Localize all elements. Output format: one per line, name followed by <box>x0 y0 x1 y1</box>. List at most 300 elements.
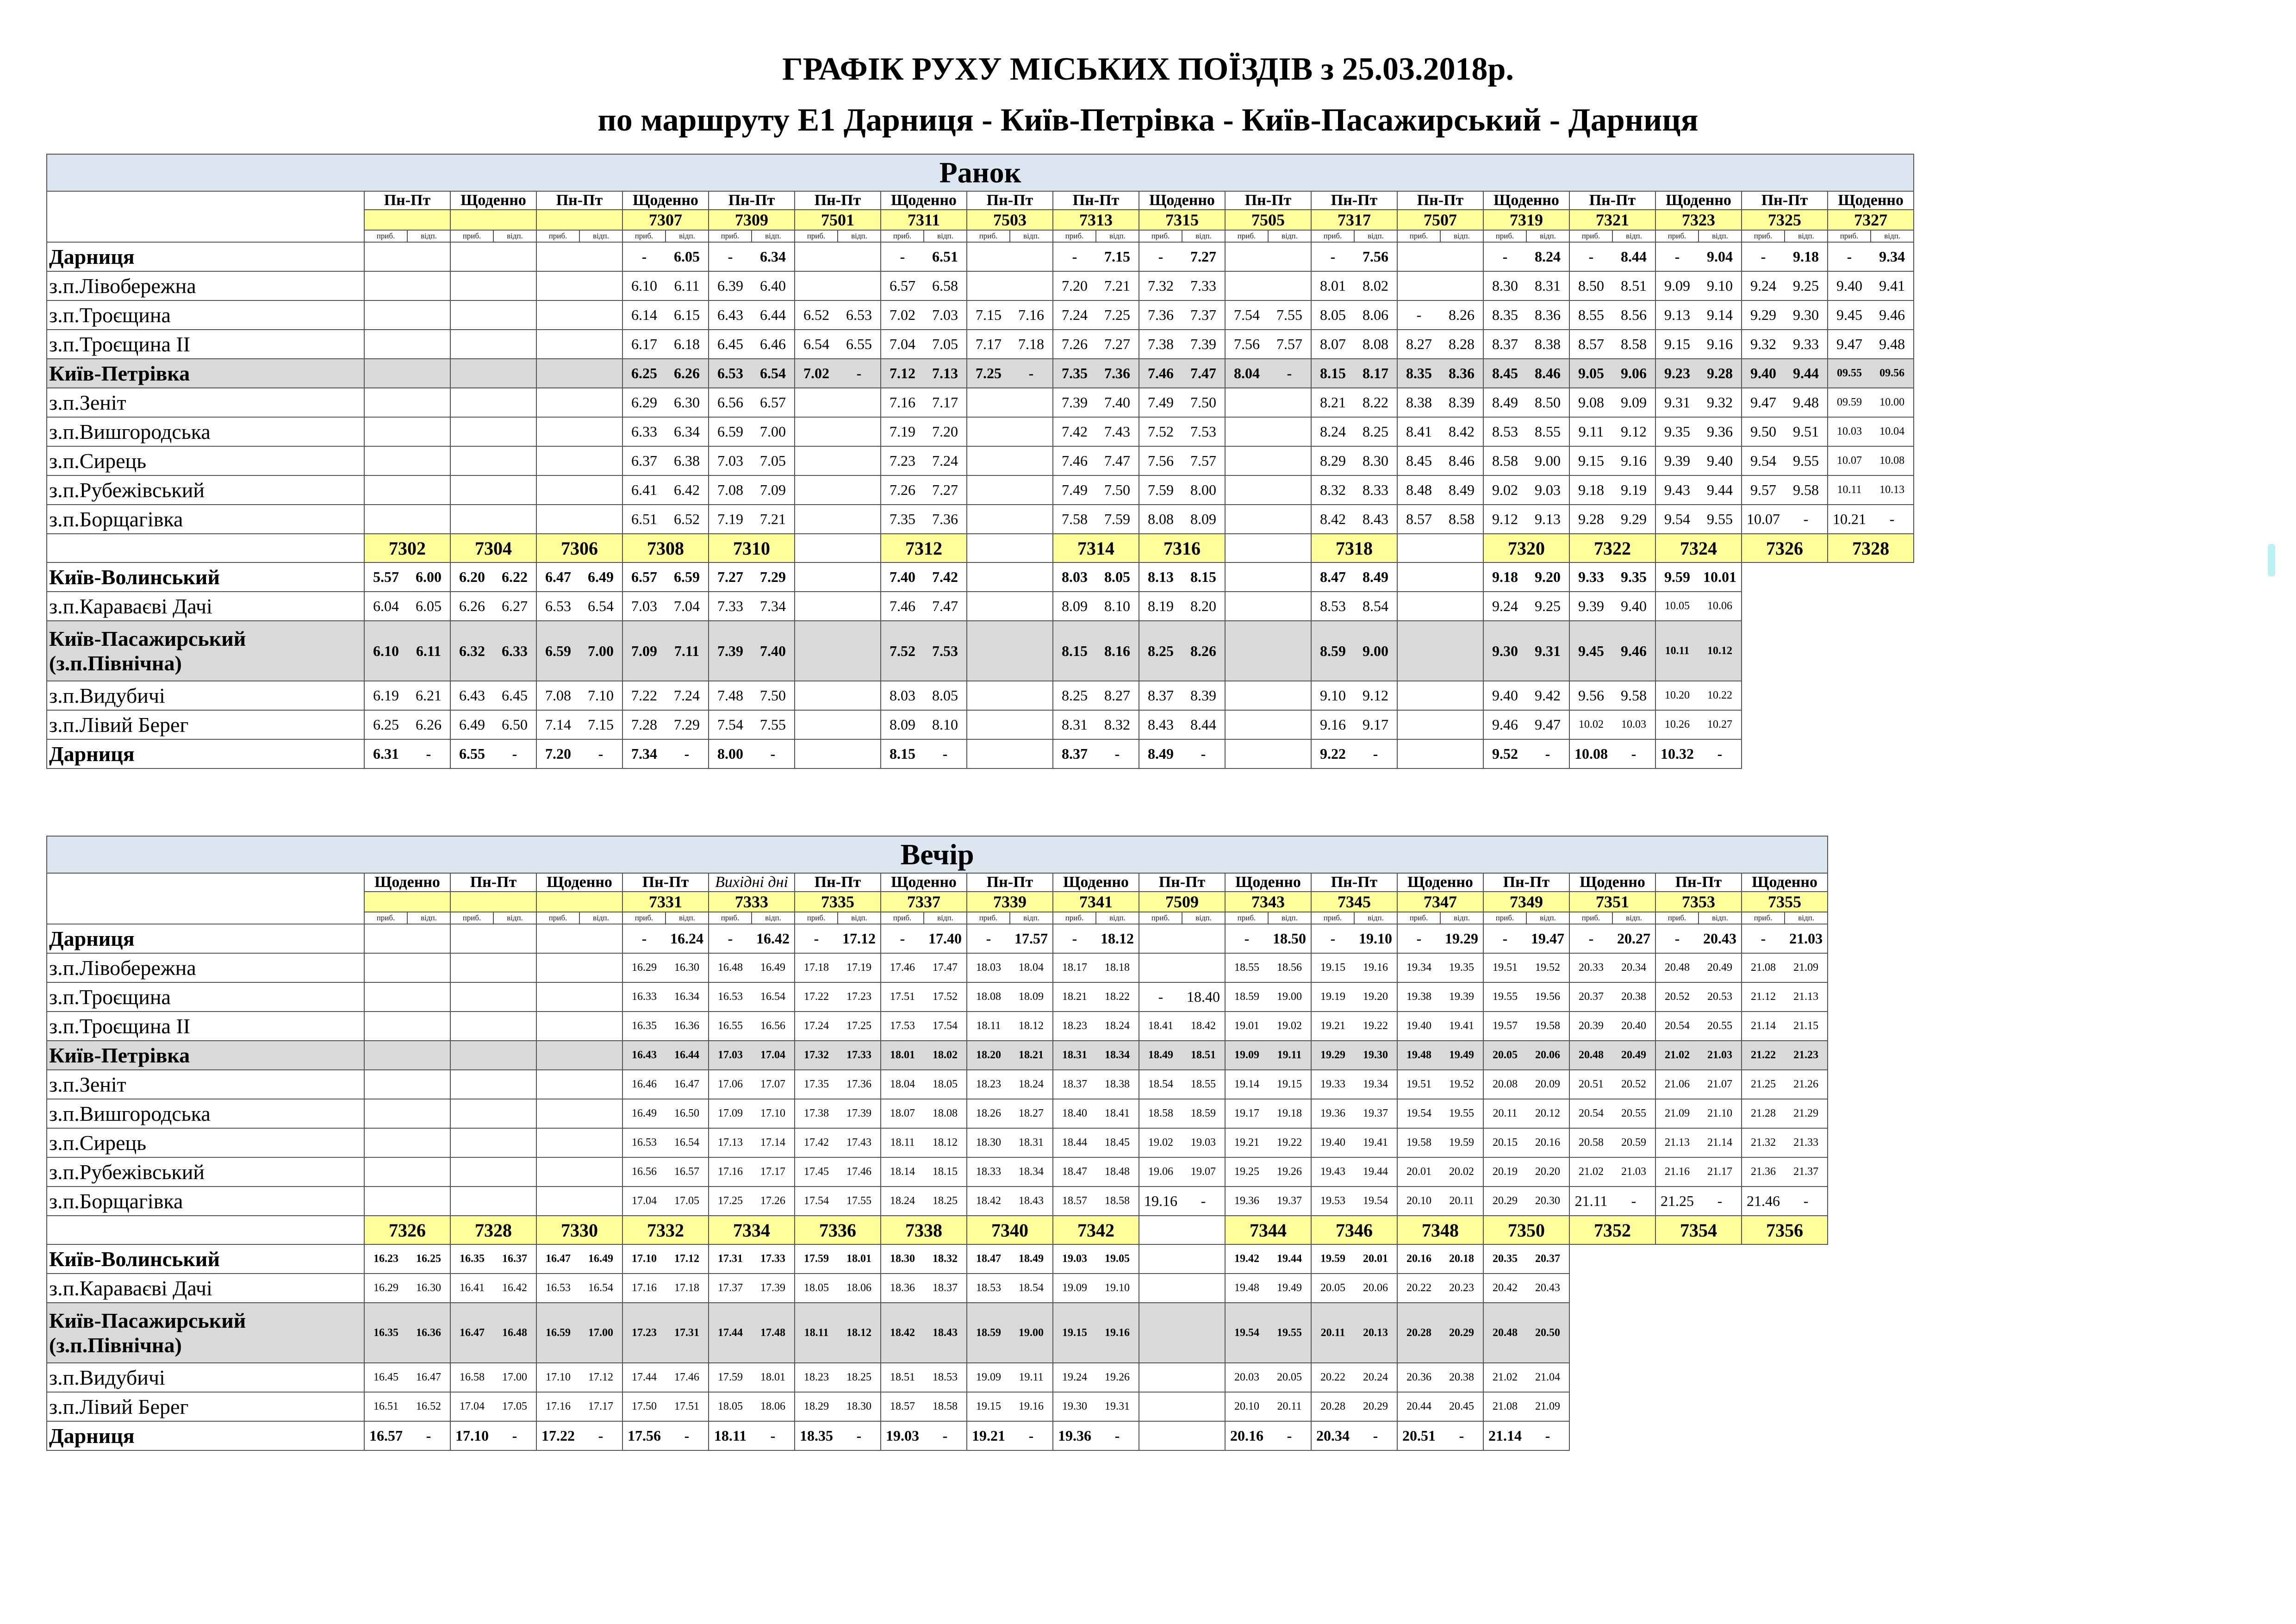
arrival-time <box>536 924 579 953</box>
arrival-time: 18.36 <box>881 1274 924 1303</box>
departure-time: 9.19 <box>1612 475 1655 505</box>
departure-time: 9.20 <box>1526 562 1569 592</box>
departure-time <box>407 1187 450 1216</box>
departure-time <box>493 1128 536 1157</box>
departure-label: відп. <box>1785 912 1828 924</box>
departure-time: 18.21 <box>1010 1041 1053 1070</box>
arrival-time: 9.57 <box>1742 475 1785 505</box>
departure-time: - <box>1785 505 1828 534</box>
departure-time <box>1440 710 1483 739</box>
train-number-cell: 7328 <box>450 1216 536 1244</box>
arrival-time: 10.11 <box>1828 475 1871 505</box>
arrival-time <box>536 1099 579 1128</box>
station-row <box>47 1363 1828 1392</box>
station-row <box>47 621 1914 681</box>
arrival-time: 10.11 <box>1655 621 1699 681</box>
departure-time: 8.05 <box>1096 562 1139 592</box>
departure-time: 19.37 <box>1354 1099 1397 1128</box>
arrival-time: 7.03 <box>622 592 666 621</box>
arrival-time: 8.49 <box>1483 388 1526 417</box>
arrival-time <box>1139 924 1182 953</box>
departure-time: 21.29 <box>1785 1099 1828 1128</box>
departure-time: 19.10 <box>1354 924 1397 953</box>
arrival-time <box>450 1070 493 1099</box>
arrival-label: приб. <box>795 230 838 242</box>
departure-time: 8.28 <box>1440 330 1483 359</box>
arrival-time: 6.47 <box>536 562 579 592</box>
arrival-time <box>1225 592 1268 621</box>
arrival-time: 8.27 <box>1397 330 1440 359</box>
arrival-time: 19.03 <box>1053 1244 1096 1274</box>
train-number-cell <box>450 892 536 912</box>
departure-time: 8.24 <box>1526 242 1569 271</box>
departure-label: відп. <box>1268 912 1311 924</box>
arrival-time: 19.24 <box>1053 1363 1096 1392</box>
departure-time: 9.30 <box>1785 300 1828 330</box>
arrival-time: 7.49 <box>1139 388 1182 417</box>
station-name: з.п.Троєщина <box>47 300 364 330</box>
departure-time: 19.16 <box>1354 953 1397 982</box>
arrival-time <box>1139 1303 1182 1363</box>
departure-time: 8.36 <box>1526 300 1569 330</box>
departure-time: 19.58 <box>1526 1012 1569 1041</box>
departure-time: 20.13 <box>1354 1303 1397 1363</box>
departure-label: відп. <box>1699 912 1742 924</box>
arrival-time <box>1225 417 1268 446</box>
arrival-time: 19.16 <box>1139 1187 1182 1216</box>
departure-time: 21.03 <box>1785 924 1828 953</box>
arrival-time: 20.51 <box>1569 1070 1612 1099</box>
train-number-cell: 7509 <box>1139 892 1225 912</box>
departure-time <box>1440 592 1483 621</box>
arrival-label: приб. <box>881 912 924 924</box>
arrival-time <box>536 1041 579 1070</box>
arrival-time: 16.35 <box>450 1244 493 1274</box>
departure-time: 8.33 <box>1354 475 1397 505</box>
arrival-time: 19.03 <box>881 1421 924 1450</box>
departure-time: 16.42 <box>493 1274 536 1303</box>
departure-time: 20.38 <box>1612 982 1655 1012</box>
departure-label: відп. <box>666 912 709 924</box>
departure-time <box>1268 562 1311 592</box>
arrival-label: приб. <box>1397 230 1440 242</box>
arrival-time: 7.03 <box>709 446 752 475</box>
departure-time <box>1268 242 1311 271</box>
departure-time: 09.56 <box>1871 359 1914 388</box>
departure-time: 18.43 <box>924 1303 967 1363</box>
arrival-time: - <box>967 924 1010 953</box>
arrival-time: 7.56 <box>1225 330 1268 359</box>
arrival-time: 16.49 <box>622 1099 666 1128</box>
arrival-time: 20.39 <box>1569 1012 1612 1041</box>
arrival-time <box>364 1128 407 1157</box>
departure-time: - <box>1182 1187 1225 1216</box>
departure-time: 19.20 <box>1354 982 1397 1012</box>
arrival-time: 17.04 <box>450 1392 493 1421</box>
departure-time: 20.16 <box>1526 1128 1569 1157</box>
train-number-cell: 7350 <box>1483 1216 1569 1244</box>
days-of-week-cell: Пн-Пт <box>1053 191 1139 210</box>
arrival-time: 18.23 <box>967 1070 1010 1099</box>
arrival-time <box>364 982 407 1012</box>
departure-label: відп. <box>1440 230 1483 242</box>
departure-time: 6.30 <box>666 388 709 417</box>
arrival-time: 16.35 <box>622 1012 666 1041</box>
departure-time: 20.43 <box>1526 1274 1569 1303</box>
arrival-time: 18.53 <box>967 1274 1010 1303</box>
arrival-label: приб. <box>622 912 666 924</box>
departure-time: 16.54 <box>666 1128 709 1157</box>
departure-time <box>407 359 450 388</box>
train-number-cell: 7346 <box>1311 1216 1397 1244</box>
train-number-cell: 7324 <box>1655 534 1742 562</box>
departure-time: 10.22 <box>1699 681 1742 710</box>
departure-time: 19.37 <box>1268 1187 1311 1216</box>
departure-time: 6.40 <box>752 271 795 300</box>
station-name: з.п.Лівобережна <box>47 953 364 982</box>
departure-time: 6.18 <box>666 330 709 359</box>
arrival-time: 19.57 <box>1483 1012 1526 1041</box>
departure-time: 7.27 <box>1182 242 1225 271</box>
departure-time <box>407 330 450 359</box>
departure-time <box>407 271 450 300</box>
station-name: з.п.Лівобережна <box>47 271 364 300</box>
station-name: з.п.Сирець <box>47 1128 364 1157</box>
departure-time: 17.47 <box>924 953 967 982</box>
arrival-time: 7.39 <box>709 621 752 681</box>
days-of-week-cell: Пн-Пт <box>1655 873 1742 892</box>
arrival-time <box>1397 710 1440 739</box>
station-name: Київ-Волинський <box>47 562 364 592</box>
arrival-time: 16.48 <box>709 953 752 982</box>
departure-time: 6.33 <box>493 621 536 681</box>
days-of-week-cell: Щоденно <box>881 873 967 892</box>
departure-time <box>1268 681 1311 710</box>
arrival-time: 20.54 <box>1569 1099 1612 1128</box>
train-number-cell: 7311 <box>881 210 967 230</box>
days-of-week-cell: Щоденно <box>1742 873 1828 892</box>
departure-time <box>493 505 536 534</box>
arrival-time: 6.43 <box>450 681 493 710</box>
train-number-cell: 7321 <box>1569 210 1655 230</box>
departure-time: 20.20 <box>1526 1157 1569 1187</box>
station-row <box>47 242 1914 271</box>
arrival-time: 18.23 <box>795 1363 838 1392</box>
train-number-cell: 7335 <box>795 892 881 912</box>
arrival-time <box>364 1187 407 1216</box>
days-of-week-cell: Щоденно <box>1655 191 1742 210</box>
arrival-time: 16.53 <box>622 1128 666 1157</box>
empty-cell <box>1742 562 1828 592</box>
station-name: з.п.Зеніт <box>47 388 364 417</box>
arrival-time: 18.37 <box>1053 1070 1096 1099</box>
arrival-time: 16.46 <box>622 1070 666 1099</box>
arrival-time: 6.37 <box>622 446 666 475</box>
arrival-time: 18.57 <box>1053 1187 1096 1216</box>
arrival-time: 10.32 <box>1655 739 1699 768</box>
departure-time: 6.58 <box>924 271 967 300</box>
arrival-time <box>450 953 493 982</box>
departure-time <box>407 982 450 1012</box>
arrival-time: 18.30 <box>967 1128 1010 1157</box>
station-row <box>47 1392 1828 1421</box>
empty-cell <box>1655 1363 1742 1392</box>
arrival-time: 7.15 <box>967 300 1010 330</box>
departure-time: 16.54 <box>752 982 795 1012</box>
departure-time: 18.42 <box>1182 1012 1225 1041</box>
train-number-cell: 7323 <box>1655 210 1742 230</box>
departure-time: - <box>579 739 622 768</box>
departure-time: 8.17 <box>1354 359 1397 388</box>
departure-time: 9.55 <box>1699 505 1742 534</box>
departure-time: - <box>924 1421 967 1450</box>
departure-time <box>1182 953 1225 982</box>
train-number-cell: 7307 <box>622 210 709 230</box>
arrival-time: 9.32 <box>1742 330 1785 359</box>
arrival-time <box>364 924 407 953</box>
days-of-week-cell: Щоденно <box>450 191 536 210</box>
station-row <box>47 1303 1828 1363</box>
departure-time: 18.43 <box>1010 1187 1053 1216</box>
departure-time: 20.53 <box>1699 982 1742 1012</box>
arrival-time: 7.28 <box>622 710 666 739</box>
arrival-time: 18.40 <box>1053 1099 1096 1128</box>
departure-time: 9.41 <box>1871 271 1914 300</box>
arrival-time: 8.25 <box>1053 681 1096 710</box>
station-row <box>47 1244 1828 1274</box>
departure-time <box>579 1099 622 1128</box>
arrival-time: 19.21 <box>967 1421 1010 1450</box>
arrival-time: 8.37 <box>1053 739 1096 768</box>
arrival-time: 19.17 <box>1225 1099 1268 1128</box>
train-number-cell: 7340 <box>967 1216 1053 1244</box>
departure-time: 9.16 <box>1612 446 1655 475</box>
arrival-time: 21.46 <box>1742 1187 1785 1216</box>
arrival-time: 10.05 <box>1655 592 1699 621</box>
arrival-time: 18.24 <box>881 1187 924 1216</box>
train-number-cell: 7339 <box>967 892 1053 912</box>
departure-time: 20.59 <box>1612 1128 1655 1157</box>
departure-time: 19.22 <box>1354 1012 1397 1041</box>
departure-time <box>493 242 536 271</box>
arrival-time: 20.54 <box>1655 1012 1699 1041</box>
departure-time: 18.01 <box>752 1363 795 1392</box>
departure-time: 8.25 <box>1354 417 1397 446</box>
scroll-indicator[interactable] <box>2268 544 2275 576</box>
station-row <box>47 300 1914 330</box>
train-number-cell <box>967 534 1053 562</box>
departure-time: - <box>1010 1421 1053 1450</box>
arrival-time: 20.15 <box>1483 1128 1526 1157</box>
departure-time: - <box>407 1421 450 1450</box>
arrival-time <box>967 739 1010 768</box>
departure-time: 6.53 <box>838 300 881 330</box>
departure-time: 6.55 <box>838 330 881 359</box>
departure-time: 9.28 <box>1699 359 1742 388</box>
departure-time <box>493 1012 536 1041</box>
train-number-cell: 7347 <box>1397 892 1483 912</box>
arrival-time: 8.53 <box>1311 592 1354 621</box>
departure-time: - <box>666 739 709 768</box>
arrival-time: 20.05 <box>1483 1041 1526 1070</box>
station-row <box>47 388 1914 417</box>
departure-time: 19.44 <box>1354 1157 1397 1187</box>
departure-time: 9.16 <box>1699 330 1742 359</box>
departure-time: 8.22 <box>1354 388 1397 417</box>
arrival-time: 6.53 <box>536 592 579 621</box>
departure-time: 9.51 <box>1785 417 1828 446</box>
station-row <box>47 739 1914 768</box>
departure-time: 9.13 <box>1526 505 1569 534</box>
train-number-cell: 7334 <box>709 1216 795 1244</box>
arrival-time <box>1225 621 1268 681</box>
departure-label: відп. <box>1526 912 1569 924</box>
arrival-time: 6.32 <box>450 621 493 681</box>
departure-time: 20.01 <box>1354 1244 1397 1274</box>
departure-time: 21.03 <box>1612 1157 1655 1187</box>
departure-time <box>1010 621 1053 681</box>
arrival-time <box>1225 739 1268 768</box>
arrival-time: 17.16 <box>709 1157 752 1187</box>
arrival-label: приб. <box>536 230 579 242</box>
station-row <box>47 710 1914 739</box>
arrival-time: 16.56 <box>622 1157 666 1187</box>
arrival-time: 18.03 <box>967 953 1010 982</box>
arrival-time: 7.33 <box>709 592 752 621</box>
departure-time: 6.49 <box>579 562 622 592</box>
arrival-time <box>795 475 838 505</box>
departure-time: 8.02 <box>1354 271 1397 300</box>
arrival-time: 6.33 <box>622 417 666 446</box>
departure-time: 7.04 <box>666 592 709 621</box>
station-name: з.п.Сирець <box>47 446 364 475</box>
arrival-label: приб. <box>1311 230 1354 242</box>
departure-time: 16.49 <box>579 1244 622 1274</box>
arrival-time: 7.40 <box>881 562 924 592</box>
departure-time: 8.36 <box>1440 359 1483 388</box>
departure-label: відп. <box>838 230 881 242</box>
departure-time <box>1010 505 1053 534</box>
empty-cell <box>1655 1421 1742 1450</box>
arrival-time: 19.58 <box>1397 1128 1440 1157</box>
days-of-week-cell: Щоденно <box>622 191 709 210</box>
departure-time: - <box>1612 1187 1655 1216</box>
arrival-time <box>795 710 838 739</box>
arrival-time: 17.50 <box>622 1392 666 1421</box>
days-of-week-cell: Пн-Пт <box>1742 191 1828 210</box>
departure-time <box>579 924 622 953</box>
arrival-time: 18.01 <box>881 1041 924 1070</box>
arrival-time: 17.53 <box>881 1012 924 1041</box>
departure-time: 17.12 <box>666 1244 709 1274</box>
arrival-label: приб. <box>1225 230 1268 242</box>
departure-time: 20.38 <box>1440 1363 1483 1392</box>
departure-time <box>407 953 450 982</box>
arrival-time: 17.51 <box>881 982 924 1012</box>
arrival-time <box>536 1070 579 1099</box>
train-number-cell: 7309 <box>709 210 795 230</box>
departure-time: 6.46 <box>752 330 795 359</box>
departure-label: відп. <box>1526 230 1569 242</box>
arrival-time: 10.03 <box>1828 417 1871 446</box>
departure-time: 7.57 <box>1268 330 1311 359</box>
arrival-time <box>795 446 838 475</box>
departure-label: відп. <box>666 230 709 242</box>
departure-time: 8.38 <box>1526 330 1569 359</box>
arrival-time: 17.22 <box>536 1421 579 1450</box>
departure-time: 9.00 <box>1526 446 1569 475</box>
departure-time: 9.06 <box>1612 359 1655 388</box>
train-number-cell: 7308 <box>622 534 709 562</box>
station-name: з.п.Борщагівка <box>47 505 364 534</box>
departure-time <box>407 1128 450 1157</box>
arrival-time: 19.29 <box>1311 1041 1354 1070</box>
station-row <box>47 330 1914 359</box>
departure-time <box>493 330 536 359</box>
arrival-time: 5.57 <box>364 562 407 592</box>
departure-time <box>1268 710 1311 739</box>
arrival-time: 19.15 <box>1053 1303 1096 1363</box>
arrival-time: 17.46 <box>881 953 924 982</box>
arrival-time: 8.43 <box>1139 710 1182 739</box>
arrival-time: 9.24 <box>1742 271 1785 300</box>
arrival-time: 7.20 <box>1053 271 1096 300</box>
departure-time: 21.14 <box>1699 1128 1742 1157</box>
departure-time: 6.54 <box>752 359 795 388</box>
arrival-time <box>1225 562 1268 592</box>
departure-time: 20.06 <box>1354 1274 1397 1303</box>
departure-time <box>1182 1303 1225 1363</box>
arrival-time <box>450 1128 493 1157</box>
arrival-label: приб. <box>450 912 493 924</box>
arrival-time: 9.39 <box>1655 446 1699 475</box>
departure-time: 9.42 <box>1526 681 1569 710</box>
arrival-label: приб. <box>364 230 407 242</box>
departure-time: 7.29 <box>752 562 795 592</box>
departure-time: - <box>838 1421 881 1450</box>
departure-time <box>493 359 536 388</box>
departure-time: 19.41 <box>1354 1128 1397 1157</box>
departure-time: 17.26 <box>752 1187 795 1216</box>
arrival-time: 8.13 <box>1139 562 1182 592</box>
arrival-time <box>967 388 1010 417</box>
departure-time: 16.47 <box>666 1070 709 1099</box>
departure-time: 20.55 <box>1612 1099 1655 1128</box>
station-name: Київ-Волинський <box>47 1244 364 1274</box>
days-of-week-cell: Щоденно <box>881 191 967 210</box>
station-name: з.п.Лівий Берег <box>47 1392 364 1421</box>
arrival-time <box>450 330 493 359</box>
departure-time <box>493 1041 536 1070</box>
arrival-time: - <box>1483 924 1526 953</box>
departure-time: 8.44 <box>1182 710 1225 739</box>
arrival-time: 21.25 <box>1742 1070 1785 1099</box>
train-number-cell: 7348 <box>1397 1216 1483 1244</box>
departure-label: відп. <box>838 912 881 924</box>
departure-time <box>1182 1244 1225 1274</box>
departure-time: 19.52 <box>1526 953 1569 982</box>
arrival-time: 8.03 <box>881 681 924 710</box>
arrival-time: 7.35 <box>881 505 924 534</box>
departure-time: 17.17 <box>752 1157 795 1187</box>
arrival-time <box>450 505 493 534</box>
arrival-time: 7.16 <box>881 388 924 417</box>
arrival-time: - <box>1655 924 1699 953</box>
station-name: Дарниця <box>47 739 364 768</box>
arrival-time: 9.43 <box>1655 475 1699 505</box>
arrival-time: 19.43 <box>1311 1157 1354 1187</box>
departure-time <box>407 1099 450 1128</box>
